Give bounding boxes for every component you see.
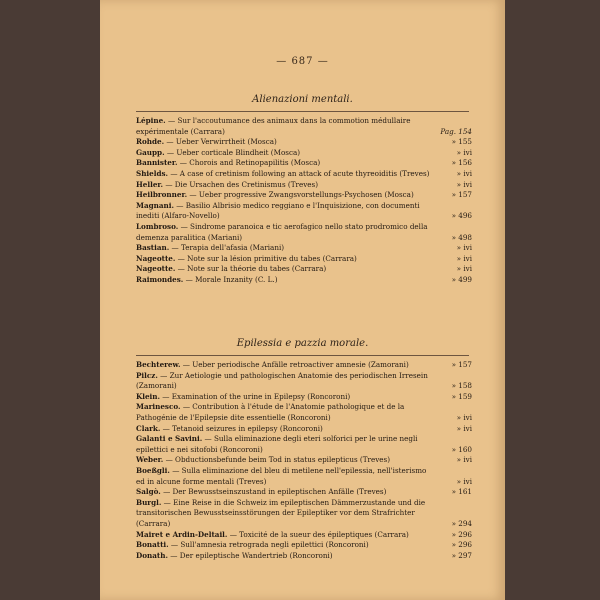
entry-author: Burgl. [136,497,162,507]
entry-title: — Sur l'accoutumance des animaux dans la commotion médullaire expérimentale (Carrara) [136,116,411,136]
entry-list-epilessia [136,360,472,561]
entry-title: — Die Ursachen des Cretinismus (Treves) [163,179,319,189]
index-entry [136,116,472,137]
entry-author: Shields. [136,168,169,178]
entry-page-ref: » 296 [451,540,472,550]
entry-title: — Sulla eliminazione del bleu di metilene nell'epilessia, nell'isterismo ed in alcune forme mentali (Treves) [136,465,427,486]
entry-title: — Contribution à l'étude de l'Anatomie pathologique et de la Pathogénie de l'Epilepsie dite essentielle (Roncoroni) [136,402,405,422]
index-entry [136,498,472,530]
index-entry [136,434,472,455]
index-entry [136,530,472,541]
entry-title: — Zur Aetiologie und pathologischen Anatomie des periodischen Irresein (Zamorani) [136,370,428,391]
entry-title: — Note sur la théorie du tabes (Carrara) [175,264,327,274]
entry-page-ref: Pag. 154 [440,126,472,136]
entry-author: Mairet e Ardin-Deltail. [136,529,228,539]
index-entry [136,148,472,159]
index-entry [136,169,472,180]
section-rule [136,355,469,356]
index-entry [136,264,472,275]
entry-page-ref: » 297 [451,550,472,560]
index-entry [136,243,472,254]
index-entry [136,402,472,423]
entry-title: — Toxicité de la sueur des épileptiques (Carrara) [227,529,409,539]
entry-author: Gaupp. [136,147,165,157]
entry-author: Heilbronner. [136,190,188,200]
index-entry [136,201,472,222]
entry-page-ref: » ivi [456,168,472,178]
entry-list-alienazioni [136,116,472,286]
index-entry [136,487,472,498]
entry-title: — Sulla eliminazione degli eteri solforici per le urine negli epilettici e nei sitofobi (Roncoroni) [136,434,418,454]
entry-page-ref: » ivi [456,264,472,274]
entry-author: Klein. [136,391,161,401]
entry-title: — Chorois and Retinopapilitis (Mosca) [177,158,321,168]
index-entry [136,180,472,191]
index-entry [136,158,472,169]
entry-author: Marinesco. [136,402,181,412]
entry-title: — Ueber periodische Anfälle retroactiver amnesie (Zamorani) [180,360,409,369]
entry-page-ref: » ivi [456,476,472,486]
entry-author: Donath. [136,550,168,560]
page-number: — 687 — [276,56,329,67]
entry-page-ref: » 155 [451,137,472,147]
entry-page-ref: » ivi [456,179,472,189]
entry-author: Heller. [136,179,164,189]
entry-page-ref: » ivi [456,423,472,433]
index-entry [136,466,472,487]
entry-author: Magnani. [136,200,174,210]
book-page [100,0,505,600]
index-entry [136,371,472,392]
entry-page-ref: » ivi [456,243,472,253]
entry-author: Bonatti. [136,540,169,550]
entry-page-ref: » 499 [451,274,472,284]
entry-title: — Basilio Albrisio medico reggiano e l'Inquisizione, con documenti inediti (Alfaro-Novello) [136,200,420,221]
entry-title: — Note sur la lésion primitive du tabes (Carrara) [175,253,357,263]
index-entry [136,455,472,466]
section-title-epilessia: Epilessia e pazzia morale. [236,338,369,349]
section-rule [136,111,469,112]
entry-author: Clark. [136,423,161,433]
entry-author: Weber. [136,455,164,465]
index-entry [136,254,472,265]
entry-title: — Ueber Verwirrtheit (Mosca) [164,137,277,147]
entry-author: Pilcz. [136,370,158,380]
entry-title: — Sull'amnesia retrograda negli epilettici (Roncoroni) [168,540,369,550]
index-entry [136,190,472,201]
entry-page-ref: » 157 [451,190,472,200]
entry-page-ref: » 159 [451,391,472,401]
entry-page-ref: » ivi [456,412,472,422]
entry-author: Lépine. [136,116,166,125]
entry-author: Nageotte. [136,253,176,263]
entry-author: Raimondes. [136,274,184,284]
entry-title: — Ueber corticale Blindheit (Mosca) [164,147,301,157]
entry-page-ref: » 294 [451,518,472,528]
entry-author: Rohde. [136,137,165,147]
entry-author: Nageotte. [136,264,176,274]
entry-page-ref: » 498 [451,232,472,242]
entry-title: — Der Bewusstseinszustand in epileptischen Anfälle (Treves) [160,487,387,497]
entry-page-ref: » 156 [451,158,472,168]
entry-title: — Tetanoid seizures in epilepsy (Roncoroni) [160,423,323,433]
index-entry [136,424,472,435]
index-entry [136,137,472,148]
entry-title: — Examination of the urine in Epilepsy (Roncoroni) [160,391,351,401]
entry-author: Salgò. [136,487,161,497]
entry-title: — Morale Inzanity (C. L.) [183,274,278,284]
entry-author: Bannister. [136,158,178,168]
entry-page-ref: » 496 [451,211,472,221]
entry-author: Galanti e Savini. [136,434,203,444]
index-entry [136,222,472,243]
entry-title: — Sindrome paranoica e tic aerofagico nello stato prodromico della demenza paralitica (Mariani) [136,221,428,242]
index-entry [136,392,472,403]
entry-title: — Terapia dell'afasia (Mariani) [169,243,285,253]
index-entry [136,551,472,562]
entry-page-ref: » ivi [456,147,472,157]
entry-author: Bastian. [136,243,170,253]
entry-page-ref: » 160 [451,444,472,454]
entry-page-ref: » ivi [456,455,472,465]
entry-page-ref: » 157 [451,360,472,369]
entry-page-ref: » ivi [456,253,472,263]
index-entry [136,360,472,371]
entry-page-ref: » 296 [451,529,472,539]
entry-title: — Der epileptische Wandertrieb (Roncoroni) [167,550,333,560]
entry-page-ref: » 161 [451,487,472,497]
entry-title: — Obductionsbefunde beim Tod in status epilepticus (Treves) [163,455,391,465]
section-title-alienazioni: Alienazioni mentali. [252,94,353,105]
entry-author: Lombroso. [136,221,179,231]
entry-page-ref: » 158 [451,381,472,391]
index-entry [136,275,472,286]
entry-title: — Ueber progressive Zwangsvorstellungs-Psychosen (Mosca) [187,190,414,200]
entry-author: Bechterew. [136,360,181,369]
index-entry [136,540,472,551]
entry-author: Boeßgli. [136,465,170,475]
entry-title: — A case of cretinism following an attack of acute thyreoiditis (Treves) [168,168,430,178]
entry-title: — Eine Reise in die Schweiz im epileptischen Dämmerzustande und die transitorischen Bewusstseinsstörungen der Epileptiker vor dem Strafrichter (Carrara) [136,497,426,528]
